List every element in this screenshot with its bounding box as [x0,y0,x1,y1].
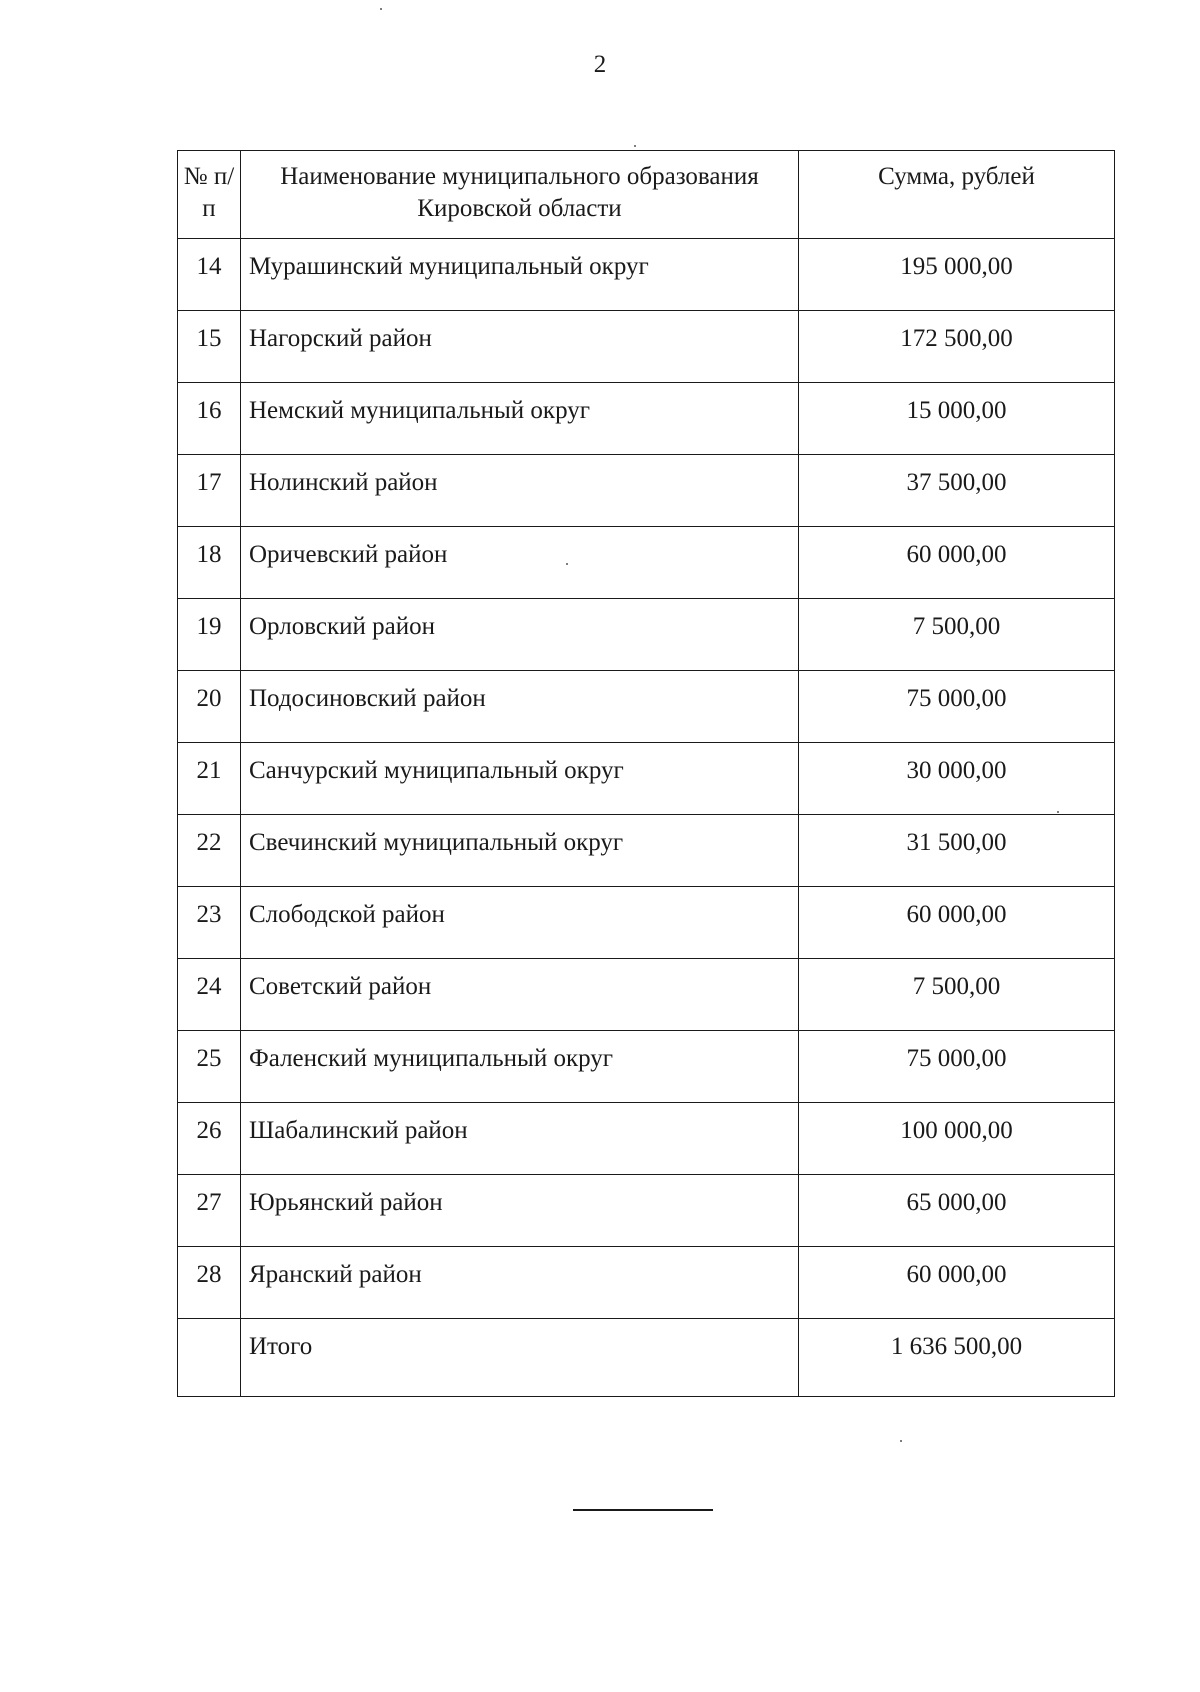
row-name: Шабалинский район [241,1103,799,1175]
total-sum: 1 636 500,00 [799,1319,1115,1397]
scan-speck [566,563,568,565]
row-sum: 100 000,00 [799,1103,1115,1175]
end-of-document-rule [573,1509,713,1511]
row-name: Советский район [241,959,799,1031]
row-number: 16 [178,383,241,455]
row-sum: 7 500,00 [799,959,1115,1031]
row-number: 25 [178,1031,241,1103]
row-number: 15 [178,311,241,383]
total-label: Итого [241,1319,799,1397]
row-number: 21 [178,743,241,815]
header-sum: Сумма, рублей [799,151,1115,239]
row-name: Слободской район [241,887,799,959]
scan-speck [1057,811,1059,813]
table-row [178,239,1115,311]
row-sum: 7 500,00 [799,599,1115,671]
row-sum: 60 000,00 [799,887,1115,959]
row-sum: 75 000,00 [799,671,1115,743]
row-number: 17 [178,455,241,527]
row-sum: 75 000,00 [799,1031,1115,1103]
row-name: Нолинский район [241,455,799,527]
row-name: Орловский район [241,599,799,671]
row-number: 23 [178,887,241,959]
table-row [178,1175,1115,1247]
row-number: 14 [178,239,241,311]
table-row [178,1103,1115,1175]
row-sum: 172 500,00 [799,311,1115,383]
row-name: Подосиновский район [241,671,799,743]
allocation-table [177,150,1115,1397]
table-row [178,311,1115,383]
total-number-cell [178,1319,241,1397]
row-name: Оричевский район [241,527,799,599]
row-name: Санчурский муниципальный округ [241,743,799,815]
table-row [178,1247,1115,1319]
row-sum: 15 000,00 [799,383,1115,455]
row-name: Юрьянский район [241,1175,799,1247]
row-sum: 30 000,00 [799,743,1115,815]
header-number: № п/п [178,151,241,239]
row-number: 28 [178,1247,241,1319]
row-name: Мурашинский муниципальный округ [241,239,799,311]
table-row [178,959,1115,1031]
scan-speck [900,1440,902,1442]
table-row [178,455,1115,527]
table-row [178,743,1115,815]
row-sum: 65 000,00 [799,1175,1115,1247]
table-body [178,239,1115,1397]
row-sum: 31 500,00 [799,815,1115,887]
table-row [178,599,1115,671]
header-name: Наименование муниципального образования Кировской области [241,151,799,239]
row-sum: 195 000,00 [799,239,1115,311]
table-row [178,815,1115,887]
table-row [178,671,1115,743]
row-name: Яранский район [241,1247,799,1319]
table-header-row [178,151,1115,239]
table-row [178,1031,1115,1103]
row-name: Свечинский муниципальный округ [241,815,799,887]
row-number: 26 [178,1103,241,1175]
row-number: 24 [178,959,241,1031]
row-number: 22 [178,815,241,887]
row-number: 27 [178,1175,241,1247]
row-number: 18 [178,527,241,599]
table-row [178,383,1115,455]
table-row [178,527,1115,599]
row-sum: 37 500,00 [799,455,1115,527]
row-name: Нагорский район [241,311,799,383]
row-number: 20 [178,671,241,743]
page-number: 2 [593,51,607,78]
table-row [178,887,1115,959]
row-sum: 60 000,00 [799,527,1115,599]
row-number: 19 [178,599,241,671]
scan-speck [380,8,382,10]
row-name: Немский муниципальный округ [241,383,799,455]
scan-speck [634,145,636,147]
row-sum: 60 000,00 [799,1247,1115,1319]
row-name: Фаленский муниципальный округ [241,1031,799,1103]
total-row [178,1319,1115,1397]
